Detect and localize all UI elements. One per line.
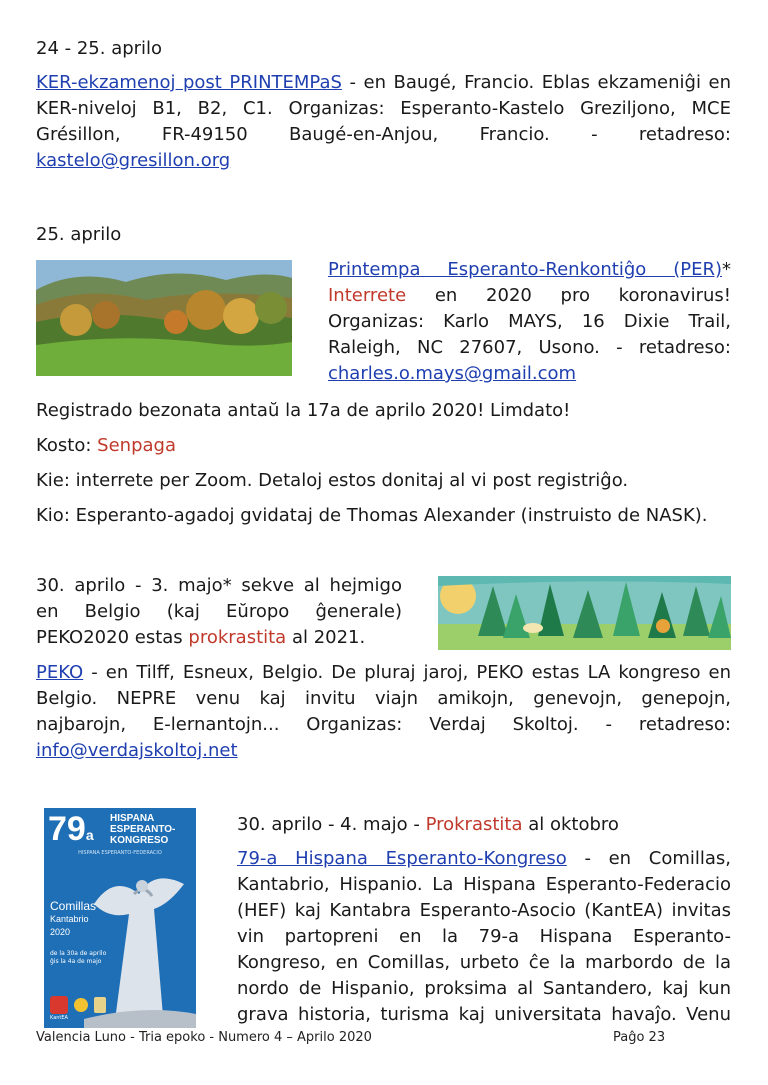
per-link[interactable]: Printempa Esperanto-Renkontiĝo (PER): [328, 259, 722, 280]
online-badge: Interrete: [328, 285, 407, 306]
peko-link[interactable]: PEKO: [36, 662, 84, 683]
event-date-1: 24 - 25. aprilo: [36, 38, 163, 59]
email-link-2[interactable]: charles.o.mays@gmail.com: [328, 363, 577, 384]
hispana-kongreso-link[interactable]: 79-a Hispana Esperanto-Kongreso: [237, 848, 567, 869]
email-link-1[interactable]: kastelo@gresillon.org: [36, 150, 231, 171]
footer-page-number: Paĝo 23: [613, 1030, 666, 1045]
page: [36, 0, 731, 1085]
poster-location: Comillas Kantabrio 2020: [50, 899, 97, 937]
event-description-2: Printempa Esperanto-Renkontiĝo (PER)* Interrete en 2020 pro koronavirus! Organizas: Karlo MAYS, 16 Dixie Trail, Raleigh, NC 27607, Usono. - retadreso: charles.o.mays@gmail.com: [328, 259, 731, 384]
congress-poster: 79a HISPANA ESPERANTO- KONGRESO HISPANA ESPERANTO-FEDERACIO Comillas Kantabrio 2020 de la 30a de aprilo ĝis la 4a de majo KantEA: [44, 808, 196, 1028]
event-header-3: 30. aprilo - 3. majo* sekve al hejmigo en Belgio (kaj Eŭropo ĝenerale) PEKO2020 estas prokrastita al 2021.: [36, 575, 402, 648]
email-link-3[interactable]: info@verdajskoltoj.net: [36, 740, 238, 761]
event-description-1: KER-ekzamenoj post PRINTEMPaS - en Baugé, Francio. Eblas ekzameniĝi en KER-niveloj B1, B2, C1. Organizas: Esperanto-Kastelo Greziljono, MCE Grésillon, FR-49150 Baugé-en-Anjou, Francio. - retadreso: kastelo@gresillon.org: [36, 72, 731, 171]
ker-exam-link[interactable]: KER-ekzamenoj post PRINTEMPaS: [36, 72, 342, 93]
event-date-4: 30. aprilo - 4. majo - Prokrastita al oktobro: [237, 814, 619, 835]
event-description-4: 79-a Hispana Esperanto-Kongreso - en Comillas, Kantabrio, Hispanio. La Hispana Esperanto-Federacio (HEF) kaj Kantabra Esperanto-Asocio (KantEA) invitas vin partopreni en la 79-a Hispana Esperanto- Kongreso, en Comillas, urbeto ĉe la marbordo de la nordo de Hispanio, proksima al Santandero, kaj kun grava historia, turisma kaj universitata havaĵo. Venu: [237, 848, 731, 1025]
shield-icon: [94, 997, 106, 1013]
kantea-logo-icon: [50, 996, 68, 1014]
forest-illustration: [438, 576, 731, 650]
hef-logo-icon: [74, 998, 88, 1012]
what-line: Kio: Esperanto-agadoj gvidataj de Thomas Alexander (instruisto de NASK).: [36, 505, 708, 526]
event-date-2: 25. aprilo: [36, 224, 122, 245]
event-description-3: PEKO - en Tilff, Esneux, Belgio. De pluraj jaroj, PEKO estas LA kongreso en Belgio. NEPRE venu kaj invitu viajn amikojn, genevojn, genepojn, najbarojn, E-lernantojn... Organizas: Verdaj Skoltoj. - retadreso: info@verdajskoltoj.net: [36, 662, 731, 761]
poster-dates: de la 30a de aprilo ĝis la 4a de majo: [50, 950, 107, 965]
registration-note: Registrado bezonata antaŭ la 17a de aprilo 2020! Limdato!: [36, 400, 571, 421]
landscape-photo: [36, 260, 292, 376]
poster-org: HISPANA ESPERANTO-FEDERACIO: [78, 850, 162, 856]
cost-line: Kosto: Senpaga: [36, 435, 176, 456]
where-line: Kie: interrete per Zoom. Detaloj estos donitaj al vi post registriĝo.: [36, 470, 629, 491]
poster-title: HISPANA ESPERANTO- KONGRESO: [110, 813, 176, 846]
poster-number: 79a: [48, 810, 94, 848]
footer-publication: Valencia Luno - Tria epoko - Numero 4 – Aprilo 2020: [36, 1030, 372, 1045]
